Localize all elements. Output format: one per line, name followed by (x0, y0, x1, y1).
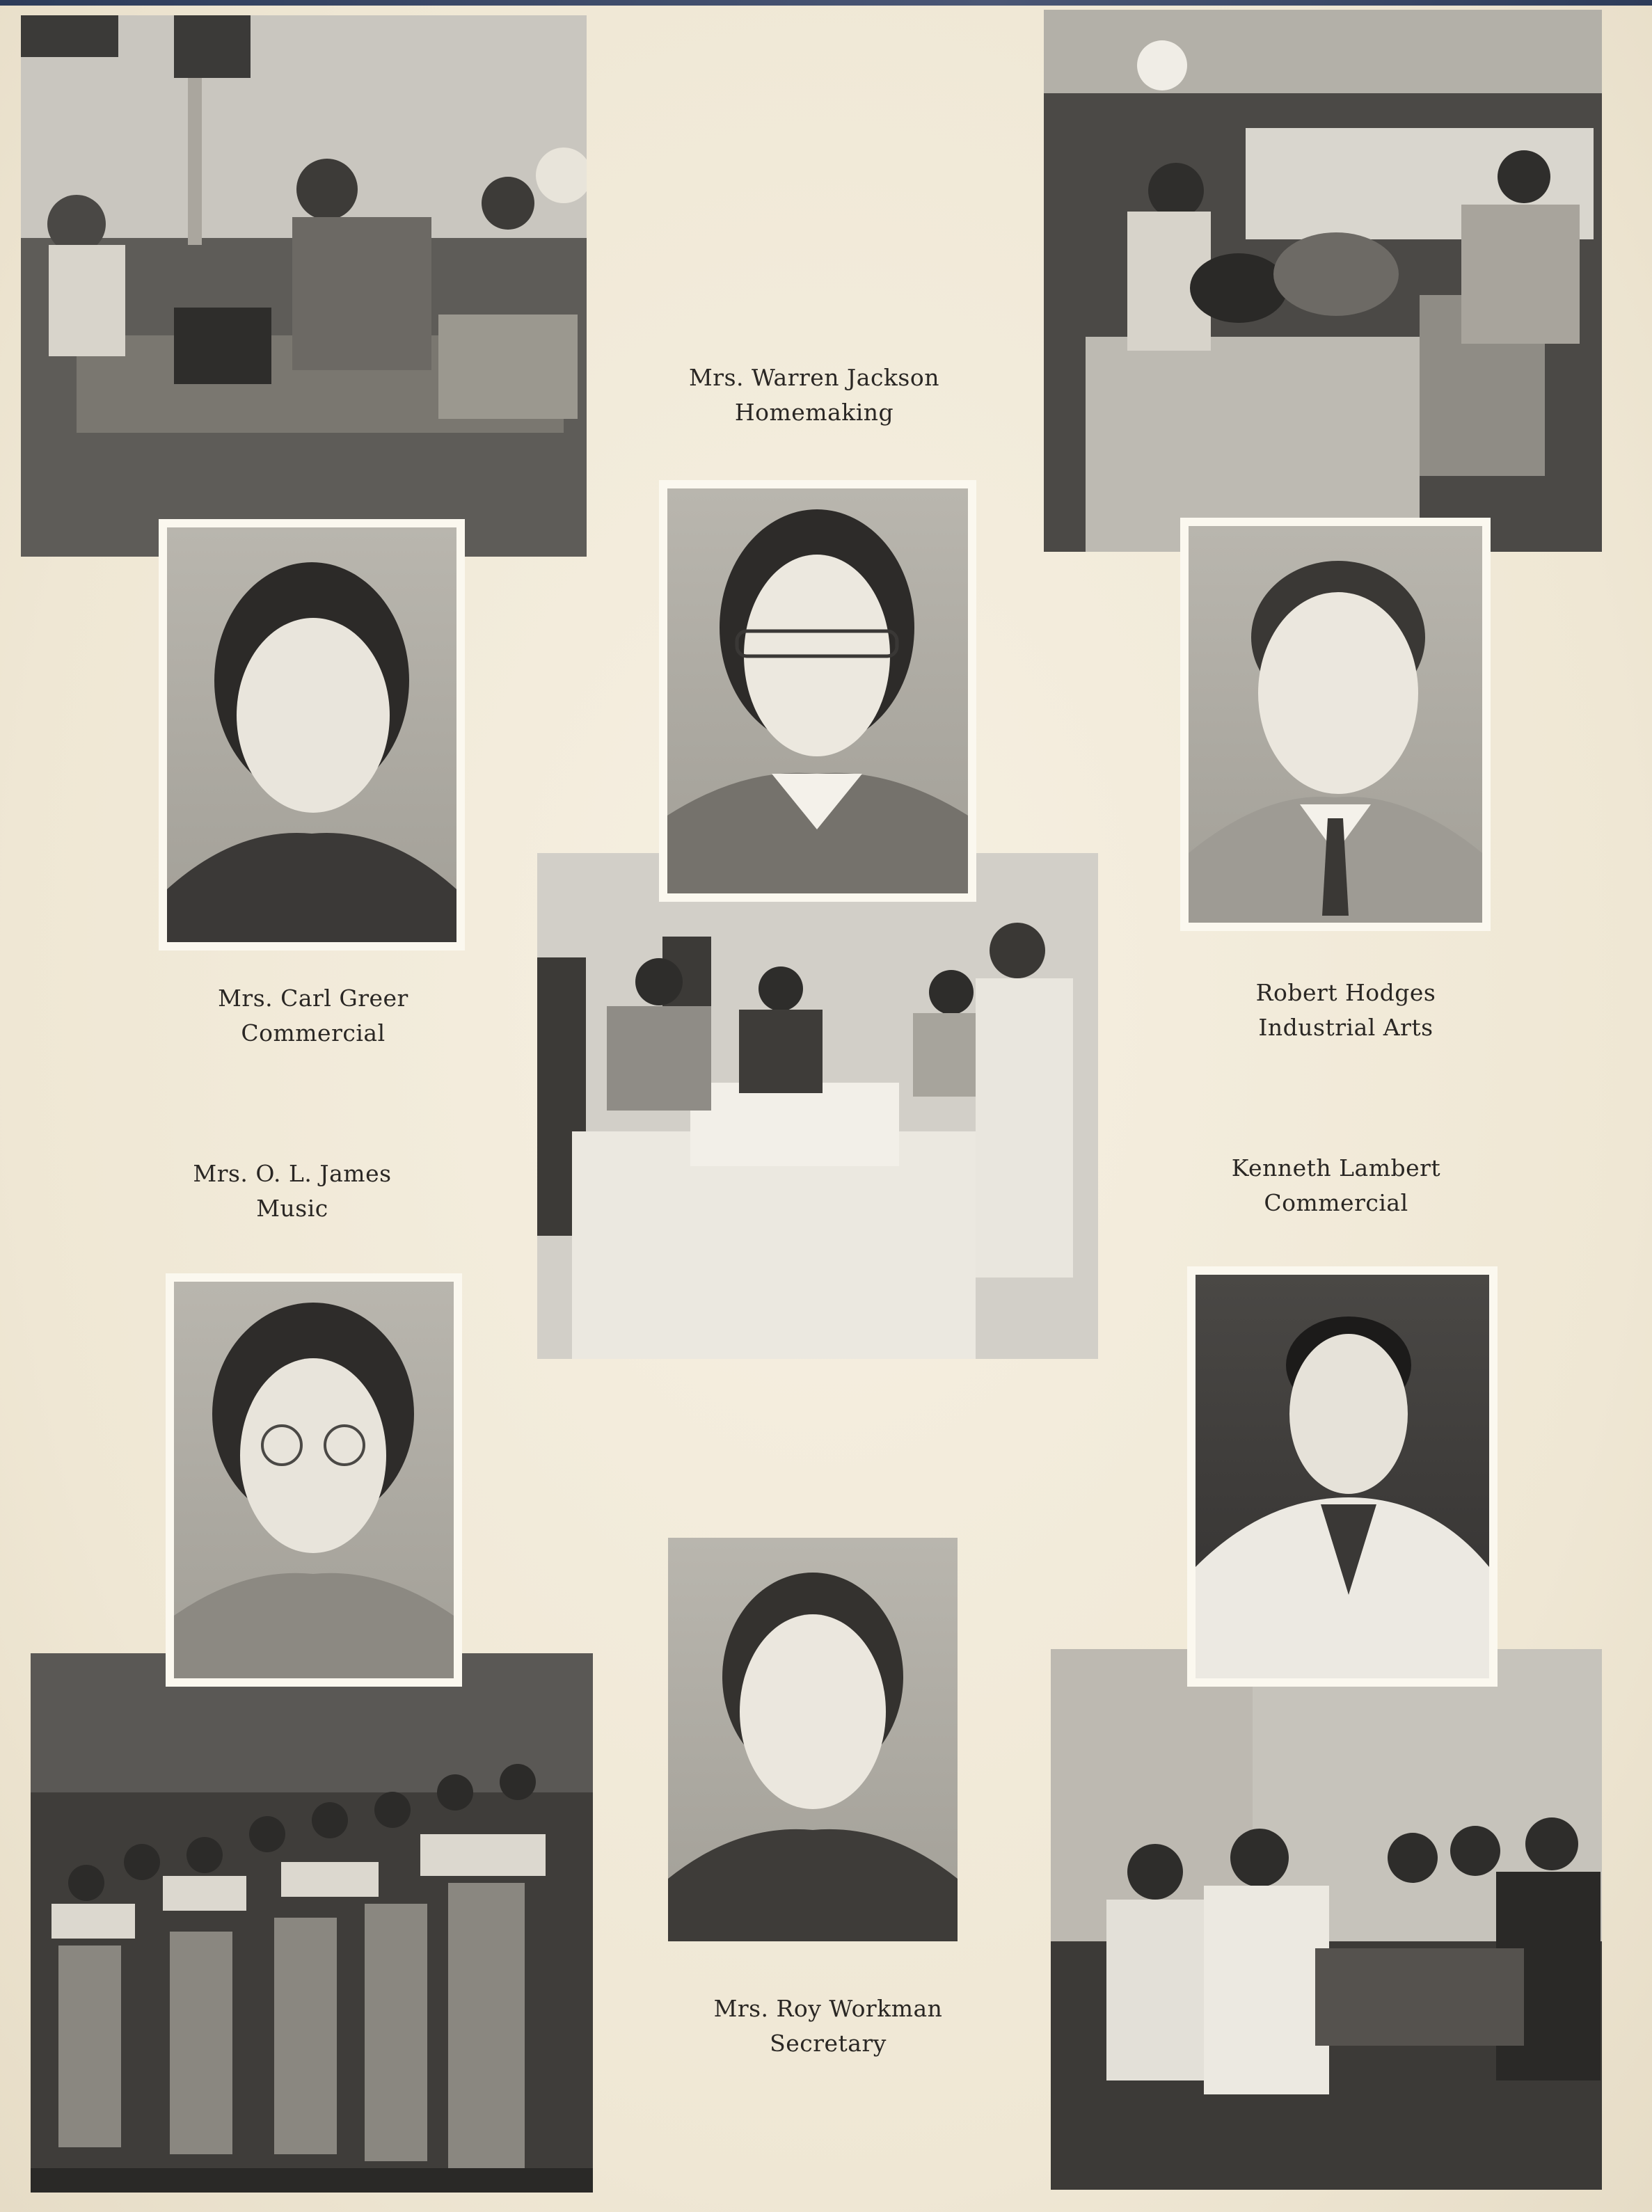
subject-o-l-james: Music (256, 1195, 328, 1222)
roy-workman-figure (668, 1538, 958, 1941)
shop-class-scene (1044, 10, 1602, 552)
subject-kenneth-lambert: Commercial (1264, 1189, 1408, 1216)
caption-o-l-james (104, 1156, 480, 1226)
name-warren-jackson: Mrs. Warren Jackson (689, 364, 939, 391)
caption-robert-hodges (1158, 976, 1534, 1045)
portrait-kenneth-lambert (1187, 1266, 1498, 1687)
caption-warren-jackson (626, 360, 1002, 430)
kenneth-lambert-figure (1196, 1275, 1489, 1678)
carl-greer-figure (167, 527, 456, 942)
name-o-l-james: Mrs. O. L. James (193, 1160, 392, 1187)
subject-warren-jackson: Homemaking (734, 399, 894, 426)
caption-carl-greer (125, 981, 501, 1051)
photo-typing-class (21, 15, 587, 557)
choir-scene (31, 1653, 593, 2193)
portrait-roy-workman (668, 1538, 958, 1941)
photo-shop-class (1044, 10, 1602, 552)
portrait-carl-greer (159, 519, 465, 950)
homemaking-class-scene (537, 853, 1098, 1359)
photo-choir (31, 1653, 593, 2193)
name-kenneth-lambert: Kenneth Lambert (1231, 1154, 1441, 1181)
subject-carl-greer: Commercial (241, 1019, 386, 1047)
typing-class-scene (21, 15, 587, 557)
caption-roy-workman (640, 1991, 1016, 2061)
study-group-scene (1051, 1649, 1602, 2190)
robert-hodges-figure (1189, 526, 1482, 923)
name-roy-workman: Mrs. Roy Workman (713, 1995, 943, 2022)
portrait-o-l-james (166, 1273, 462, 1687)
photo-homemaking-class (537, 853, 1098, 1359)
warren-jackson-figure (667, 488, 968, 893)
portrait-warren-jackson (659, 480, 976, 902)
photo-study-group (1051, 1649, 1602, 2190)
page-top-edge (0, 0, 1652, 6)
subject-roy-workman: Secretary (770, 2030, 887, 2057)
name-carl-greer: Mrs. Carl Greer (218, 985, 408, 1012)
portrait-robert-hodges (1180, 518, 1491, 931)
o-l-james-figure (174, 1282, 454, 1678)
subject-robert-hodges: Industrial Arts (1258, 1014, 1433, 1041)
caption-kenneth-lambert (1148, 1151, 1524, 1220)
name-robert-hodges: Robert Hodges (1255, 979, 1436, 1006)
